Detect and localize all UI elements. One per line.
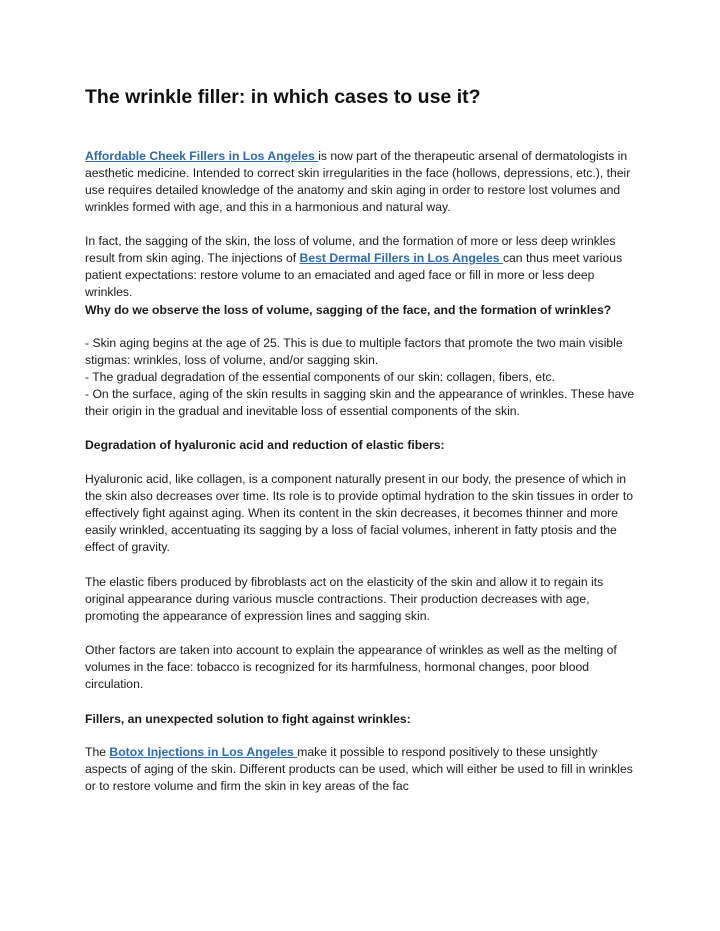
hyaluronic-paragraph: Hyaluronic acid, like collagen, is a component naturally present in our body, the presence of which in the skin also decreases over time. Its role is to provide optimal hydration to the skin tissues in order to effectively fight against aging. When its content in the skin decreases, it becomes thinner and more easily wrinkled, accentuating its sagging by a loss of facial volumes, inherent in fatty ptosis and the effect of gravity. bbox=[85, 472, 634, 555]
botox-injections-link[interactable]: Botox Injections in Los Angeles bbox=[109, 745, 298, 759]
injections-text-after: can thus meet various patient expectations: restore volume to an emaciated and aged face or fill in more or less deep wrinkles. bbox=[85, 251, 623, 300]
botox-text-after: make it possible to respond positively to these unsightly aspects of aging of the skin. Different products can be used, which will either be used to fill in wrinkles or to restore volume and firm the skin in key areas of the fac bbox=[85, 745, 633, 794]
best-dermal-fillers-link[interactable]: Best Dermal Fillers in Los Angeles bbox=[299, 251, 503, 266]
list-item: - On the surface, aging of the skin results in sagging skin and the appearance of wrinkles. These have their origin in the gradual and inevitable loss of essential components of the skin. bbox=[85, 387, 635, 419]
page-title: The wrinkle filler: in which cases to use it? bbox=[85, 86, 481, 108]
section-heading-fillers: Fillers, an unexpected solution to fight against wrinkles: bbox=[85, 712, 411, 726]
list-item: - The gradual degradation of the essential components of our skin: collagen, fibers, etc. bbox=[85, 370, 555, 385]
injections-paragraph bbox=[85, 233, 637, 301]
list-item: - Skin aging begins at the age of 25. This is due to multiple factors that promote the two main visible stigmas: wrinkles, loss of volume, and/or sagging skin. bbox=[85, 336, 623, 368]
section-heading-hyaluronic: Degradation of hyaluronic acid and reduction of elastic fibers: bbox=[85, 438, 445, 452]
section-heading-causes: Why do we observe the loss of volume, sagging of the face, and the formation of wrinkles? bbox=[85, 303, 612, 317]
injections-text-before: In fact, the sagging of the skin, the loss of volume, and the formation of more or less deep wrinkles result from skin aging. The injections of bbox=[85, 234, 616, 266]
other-factors-paragraph: Other factors are taken into account to explain the appearance of wrinkles as well as the melting of volumes in the face: tobacco is recognized for its harmfulness, hormonal changes, poor blood circulation. bbox=[85, 643, 617, 692]
intro-paragraph bbox=[85, 148, 637, 216]
botox-paragraph bbox=[85, 744, 637, 795]
affordable-cheek-fillers-link[interactable]: Affordable Cheek Fillers in Los Angeles bbox=[85, 149, 319, 163]
elastic-fibers-paragraph: The elastic fibers produced by fibroblasts act on the elasticity of the skin and allow it to regain its original appearance during various muscle contractions. Their production decreases with age, promoting the appearance of expression lines and sagging skin. bbox=[85, 575, 604, 624]
intro-text: is now part of the therapeutic arsenal of dermatologists in aesthetic medicine. Intended to correct skin irregularities in the face (hollows, depressions, etc.), their use requires detailed knowledge of the anatomy and skin aging in order to restore lost volumes and wrinkles formed with age, and this in a harmonious and natural way. bbox=[85, 149, 631, 215]
aging-factors-list bbox=[85, 335, 637, 420]
botox-text-before: The bbox=[85, 745, 110, 759]
